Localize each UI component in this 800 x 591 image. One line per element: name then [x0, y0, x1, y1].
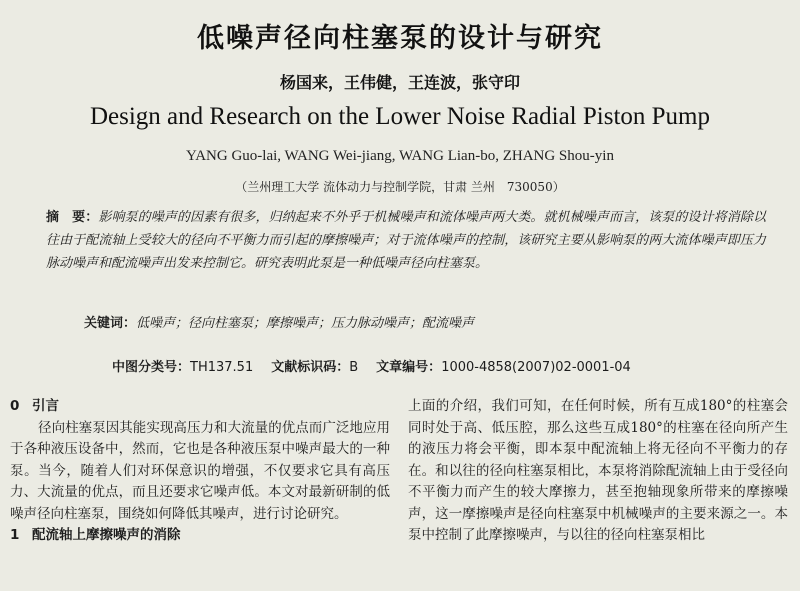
right-column: [408, 396, 788, 547]
section-title: 配流轴上摩擦噪声的消除: [32, 527, 181, 543]
section-number: 0: [10, 398, 20, 414]
affiliation: （兰州理工大学 流体动力与控制学院，甘肃 兰州 730050）: [235, 180, 565, 194]
doc-code-value: B: [349, 360, 359, 375]
abstract-text: 影响泵的噪声的因素有很多，归纳起来不外乎于机械噪声和流体噪声两大类。就机械噪声而言，该泵的设计将消除以往由于配流轴上受较大的径向不平衡力而引起的摩擦噪声；对于流体噪声的控制，该研究主要从影响泵的两大流体噪声即压力脉动噪声和配流噪声出发来控制它。研究表明此泵是一种低噪声径向柱塞泵。: [46, 210, 766, 271]
section-title: 引言: [32, 398, 59, 414]
classification-line: [112, 356, 752, 375]
keywords-text: 低噪声；径向柱塞泵；摩擦噪声；压力脉动噪声；配流噪声: [136, 316, 475, 331]
keywords: [84, 312, 764, 331]
authors-en: YANG Guo-lai, WANG Wei-jiang, WANG Lian-bo, ZHANG Shou-yin: [186, 148, 614, 164]
intro-text: 径向柱塞泵因其能实现高压力和大流量的优点而广泛地应用于各种液压设备中，然而，它也是各种液压泵中噪声最大的一种泵。当今，随着人们对环保意识的增强，不仅要求它具有高压力、大流量的优点，而且还要求它噪声低。本文对最新研制的低噪声径向柱塞泵，围绕如何降低其噪声，进行讨论研究。: [10, 419, 390, 522]
doc-code-label: 文献标识码：: [271, 360, 350, 375]
paper-title-en: Design and Research on the Lower Noise Radial Piston Pump: [89, 103, 711, 130]
article-number-label: 文章编号：: [376, 360, 442, 375]
clc-label: 中图分类号：: [112, 360, 191, 375]
section-number: 1: [10, 527, 20, 543]
authors-cn: 杨国来，王伟健，王连波，张守印: [279, 73, 520, 92]
abstract-label: 摘 要：: [46, 210, 99, 225]
keywords-label: 关键词：: [84, 316, 137, 331]
abstract: [46, 206, 766, 275]
clc-value: TH137.51: [190, 360, 254, 375]
article-number-value: 1000-4858(2007)02-0001-04: [441, 360, 631, 375]
right-column-paragraph: 上面的介绍，我们可知，在任何时候，所有互成180°的柱塞会同时处于高、低压腔，那么这些互成180°的柱塞在径向所产生的液压力将会平衡，即本泵中配流轴上将无径向不平衡力的存在。和以往的径向柱塞泵相比，本泵将消除配流轴上由于受径向不平衡力而产生的较大摩擦力，甚至抱轴现象所带来的摩擦噪声，这一摩擦噪声是径向柱塞泵中机械噪声的主要来源之一。本泵中控制了此摩擦噪声，与以往的径向柱塞泵相比: [408, 398, 788, 543]
left-column: [10, 396, 390, 547]
paper-title-cn: 低噪声径向柱塞泵的设计与研究: [197, 23, 603, 54]
intro-paragraph: [10, 418, 390, 526]
section-heading-1: [10, 525, 390, 547]
section-heading-intro: [10, 396, 390, 418]
